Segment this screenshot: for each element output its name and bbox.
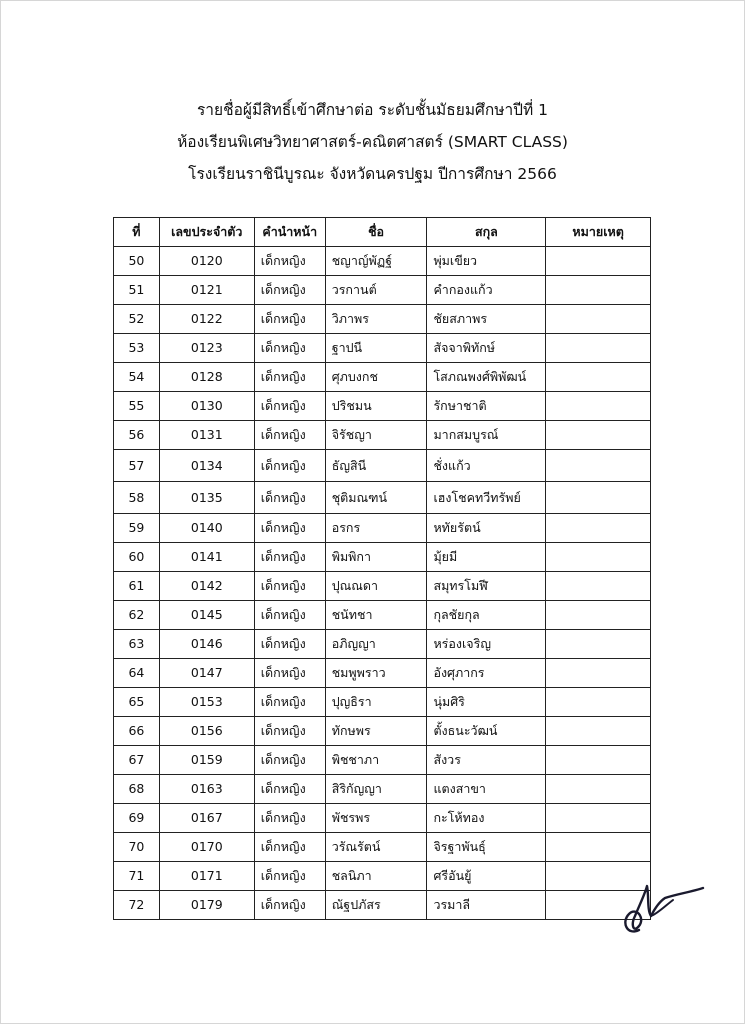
row-number-cell: 72 xyxy=(114,891,160,920)
last-name-cell: หร่องเจริญ xyxy=(427,630,546,659)
program-subtitle: ห้องเรียนพิเศษวิทยาศาสตร์-คณิตศาสตร์ (SMART CLASS) xyxy=(177,133,568,151)
table-row xyxy=(114,630,651,659)
note-cell xyxy=(546,775,651,804)
student-id-cell: 0156 xyxy=(159,717,254,746)
student-id-cell: 0159 xyxy=(159,746,254,775)
row-number-cell: 68 xyxy=(114,775,160,804)
note-cell xyxy=(546,833,651,862)
first-name-cell: ชลนิภา xyxy=(325,862,427,891)
last-name-cell: มากสมบูรณ์ xyxy=(427,421,546,450)
name-prefix-cell: เด็กหญิง xyxy=(254,717,325,746)
table-row xyxy=(114,572,651,601)
first-name-cell: ชนัทชา xyxy=(325,601,427,630)
table-row xyxy=(114,688,651,717)
first-name-cell: จิรัชญา xyxy=(325,421,427,450)
first-name-cell: ฐาปนี xyxy=(325,334,427,363)
name-prefix-cell: เด็กหญิง xyxy=(254,775,325,804)
name-prefix-cell: เด็กหญิง xyxy=(254,247,325,276)
last-name-cell: สมุทรโมฬี xyxy=(427,572,546,601)
student-id-cell: 0167 xyxy=(159,804,254,833)
row-number-cell: 66 xyxy=(114,717,160,746)
student-id-cell: 0142 xyxy=(159,572,254,601)
first-name-cell: อรกร xyxy=(325,514,427,543)
last-name-cell: นุ่มศิริ xyxy=(427,688,546,717)
first-name-cell: ธัญสินี xyxy=(325,450,427,482)
table-row xyxy=(114,543,651,572)
name-prefix-cell: เด็กหญิง xyxy=(254,363,325,392)
school-line: โรงเรียนราชินีบูรณะ จังหวัดนครปฐม ปีการศึกษา 2566 xyxy=(188,165,557,183)
table-header-row xyxy=(114,218,651,247)
signature-mark xyxy=(617,876,707,938)
row-number-cell: 50 xyxy=(114,247,160,276)
student-id-cell: 0121 xyxy=(159,276,254,305)
row-number-cell: 51 xyxy=(114,276,160,305)
last-name-cell: เฮงโชคทวีทรัพย์ xyxy=(427,482,546,514)
table-row xyxy=(114,659,651,688)
row-number-cell: 55 xyxy=(114,392,160,421)
last-name-cell: พุ่มเขียว xyxy=(427,247,546,276)
student-id-cell: 0179 xyxy=(159,891,254,920)
note-cell xyxy=(546,630,651,659)
student-id-cell: 0123 xyxy=(159,334,254,363)
note-cell xyxy=(546,659,651,688)
table-row xyxy=(114,363,651,392)
note-cell xyxy=(546,688,651,717)
column-header-no: ที่ xyxy=(114,218,160,247)
last-name-cell: กุลชัยกุล xyxy=(427,601,546,630)
student-id-cell: 0134 xyxy=(159,450,254,482)
table-row xyxy=(114,305,651,334)
table-row xyxy=(114,775,651,804)
table-row xyxy=(114,247,651,276)
note-cell xyxy=(546,543,651,572)
first-name-cell: ปุณณดา xyxy=(325,572,427,601)
column-header-prefix: คำนำหน้า xyxy=(254,218,325,247)
note-cell xyxy=(546,305,651,334)
first-name-cell: วรกานต์ xyxy=(325,276,427,305)
name-prefix-cell: เด็กหญิง xyxy=(254,276,325,305)
table-row xyxy=(114,334,651,363)
student-id-cell: 0140 xyxy=(159,514,254,543)
student-id-cell: 0135 xyxy=(159,482,254,514)
name-prefix-cell: เด็กหญิง xyxy=(254,421,325,450)
name-prefix-cell: เด็กหญิง xyxy=(254,862,325,891)
name-prefix-cell: เด็กหญิง xyxy=(254,659,325,688)
first-name-cell: พิมพิกา xyxy=(325,543,427,572)
first-name-cell: ศุภบงกช xyxy=(325,363,427,392)
last-name-cell: กะโห้ทอง xyxy=(427,804,546,833)
first-name-cell: ปุญธิรา xyxy=(325,688,427,717)
table-row xyxy=(114,804,651,833)
row-number-cell: 71 xyxy=(114,862,160,891)
row-number-cell: 58 xyxy=(114,482,160,514)
first-name-cell: ปริชมน xyxy=(325,392,427,421)
column-header-note: หมายเหตุ xyxy=(546,218,651,247)
row-number-cell: 60 xyxy=(114,543,160,572)
document-title: รายชื่อผู้มีสิทธิ์เข้าศึกษาต่อ ระดับชั้นมัธยมศึกษาปีที่ 1 xyxy=(196,101,549,119)
row-number-cell: 59 xyxy=(114,514,160,543)
note-cell xyxy=(546,717,651,746)
note-cell xyxy=(546,392,651,421)
name-prefix-cell: เด็กหญิง xyxy=(254,392,325,421)
last-name-cell: ศรีอันยู้ xyxy=(427,862,546,891)
student-id-cell: 0122 xyxy=(159,305,254,334)
name-prefix-cell: เด็กหญิง xyxy=(254,601,325,630)
name-prefix-cell: เด็กหญิง xyxy=(254,543,325,572)
student-id-cell: 0120 xyxy=(159,247,254,276)
column-header-last-name: สกุล xyxy=(427,218,546,247)
last-name-cell: สังวร xyxy=(427,746,546,775)
table-row xyxy=(114,482,651,514)
last-name-cell: ตั้งธนะวัฒน์ xyxy=(427,717,546,746)
last-name-cell: ชั่งแก้ว xyxy=(427,450,546,482)
table-row xyxy=(114,862,651,891)
note-cell xyxy=(546,601,651,630)
note-cell xyxy=(546,421,651,450)
table-row xyxy=(114,392,651,421)
table-row xyxy=(114,746,651,775)
row-number-cell: 65 xyxy=(114,688,160,717)
student-id-cell: 0147 xyxy=(159,659,254,688)
note-cell xyxy=(546,247,651,276)
row-number-cell: 62 xyxy=(114,601,160,630)
note-cell xyxy=(546,363,651,392)
first-name-cell: ชมพูพราว xyxy=(325,659,427,688)
student-id-cell: 0131 xyxy=(159,421,254,450)
name-prefix-cell: เด็กหญิง xyxy=(254,804,325,833)
note-cell xyxy=(546,450,651,482)
student-id-cell: 0171 xyxy=(159,862,254,891)
first-name-cell: ชญาญ์พัฏฐ์ xyxy=(325,247,427,276)
student-id-cell: 0153 xyxy=(159,688,254,717)
table-row xyxy=(114,276,651,305)
student-id-cell: 0146 xyxy=(159,630,254,659)
student-id-cell: 0141 xyxy=(159,543,254,572)
note-cell xyxy=(546,514,651,543)
student-id-cell: 0130 xyxy=(159,392,254,421)
name-prefix-cell: เด็กหญิง xyxy=(254,482,325,514)
table-row xyxy=(114,601,651,630)
name-prefix-cell: เด็กหญิง xyxy=(254,891,325,920)
first-name-cell: พัชรพร xyxy=(325,804,427,833)
name-prefix-cell: เด็กหญิง xyxy=(254,630,325,659)
last-name-cell: จิรฐาพันธุ์ xyxy=(427,833,546,862)
first-name-cell: อภิญญา xyxy=(325,630,427,659)
table-row xyxy=(114,514,651,543)
row-number-cell: 57 xyxy=(114,450,160,482)
first-name-cell: พิชชาภา xyxy=(325,746,427,775)
last-name-cell: สัจจาพิทักษ์ xyxy=(427,334,546,363)
last-name-cell: มุ้ยมี xyxy=(427,543,546,572)
name-prefix-cell: เด็กหญิง xyxy=(254,833,325,862)
last-name-cell: คำกองแก้ว xyxy=(427,276,546,305)
table-row xyxy=(114,833,651,862)
last-name-cell: แตงสาขา xyxy=(427,775,546,804)
name-prefix-cell: เด็กหญิง xyxy=(254,688,325,717)
table-row xyxy=(114,717,651,746)
last-name-cell: โสภณพงศ์พิพัฒน์ xyxy=(427,363,546,392)
name-prefix-cell: เด็กหญิง xyxy=(254,334,325,363)
last-name-cell: รักษาชาติ xyxy=(427,392,546,421)
name-prefix-cell: เด็กหญิง xyxy=(254,746,325,775)
note-cell xyxy=(546,572,651,601)
note-cell xyxy=(546,482,651,514)
row-number-cell: 69 xyxy=(114,804,160,833)
last-name-cell: อังศุภากร xyxy=(427,659,546,688)
note-cell xyxy=(546,804,651,833)
first-name-cell: สิริกัญญา xyxy=(325,775,427,804)
row-number-cell: 56 xyxy=(114,421,160,450)
first-name-cell: ณัฐปภัสร xyxy=(325,891,427,920)
row-number-cell: 53 xyxy=(114,334,160,363)
student-id-cell: 0163 xyxy=(159,775,254,804)
first-name-cell: ชุติมณฑน์ xyxy=(325,482,427,514)
row-number-cell: 64 xyxy=(114,659,160,688)
student-id-cell: 0170 xyxy=(159,833,254,862)
table-row xyxy=(114,421,651,450)
first-name-cell: วิภาพร xyxy=(325,305,427,334)
student-id-cell: 0145 xyxy=(159,601,254,630)
first-name-cell: ทักษพร xyxy=(325,717,427,746)
column-header-id: เลขประจำตัว xyxy=(159,218,254,247)
row-number-cell: 61 xyxy=(114,572,160,601)
name-prefix-cell: เด็กหญิง xyxy=(254,450,325,482)
table-body xyxy=(114,247,651,920)
name-prefix-cell: เด็กหญิง xyxy=(254,305,325,334)
note-cell xyxy=(546,334,651,363)
last-name-cell: วรมาลี xyxy=(427,891,546,920)
last-name-cell: ชัยสภาพร xyxy=(427,305,546,334)
row-number-cell: 70 xyxy=(114,833,160,862)
row-number-cell: 67 xyxy=(114,746,160,775)
table-row xyxy=(114,450,651,482)
row-number-cell: 54 xyxy=(114,363,160,392)
column-header-first-name: ชื่อ xyxy=(325,218,427,247)
student-roster-table xyxy=(113,217,651,920)
row-number-cell: 63 xyxy=(114,630,160,659)
row-number-cell: 52 xyxy=(114,305,160,334)
note-cell xyxy=(546,746,651,775)
name-prefix-cell: เด็กหญิง xyxy=(254,514,325,543)
last-name-cell: หทัยรัตน์ xyxy=(427,514,546,543)
student-id-cell: 0128 xyxy=(159,363,254,392)
name-prefix-cell: เด็กหญิง xyxy=(254,572,325,601)
table-row xyxy=(114,891,651,920)
note-cell xyxy=(546,276,651,305)
first-name-cell: วรัณรัตน์ xyxy=(325,833,427,862)
